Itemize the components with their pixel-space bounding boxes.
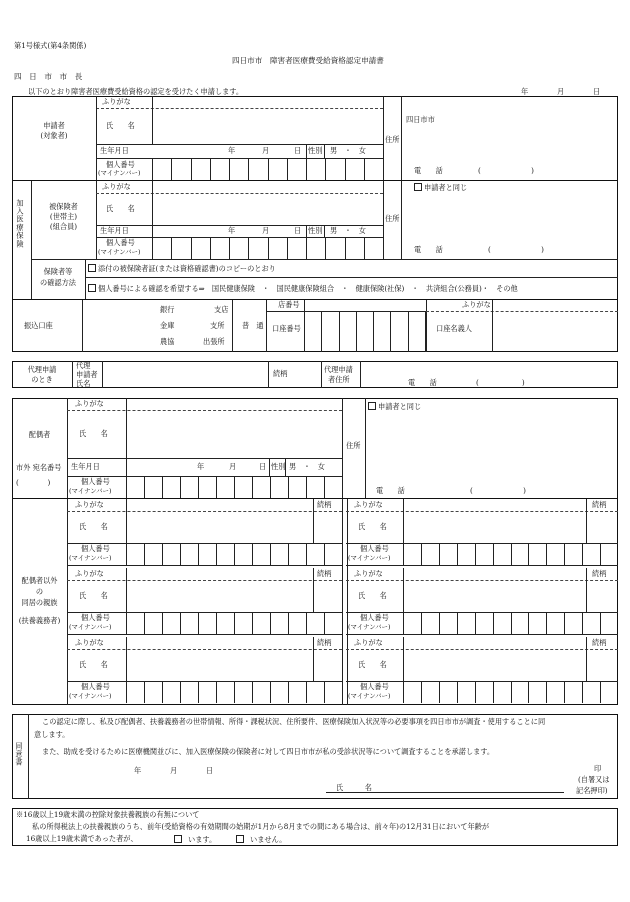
branch-type-branch: 支店 [214, 305, 229, 314]
same-as-applicant-label: 申請者と同じ [378, 402, 422, 411]
mynumber-label-sub: (マイナンバー) [69, 487, 112, 495]
insured-label-cell [31, 181, 97, 260]
seal-icon: 印 [594, 764, 602, 773]
month-label: 月 [262, 146, 270, 155]
seal-note: (自署又は [578, 775, 610, 784]
insurance-side-cell [12, 181, 32, 299]
spouse-address-label-cell [342, 398, 366, 498]
spouse-label-cell [12, 398, 68, 499]
name-label: 氏 名 [358, 660, 387, 669]
relation-label: 続柄 [592, 500, 607, 509]
name-label: 氏 名 [358, 591, 387, 600]
day-label: 日 [294, 226, 302, 235]
family-label-2: の [35, 587, 44, 596]
name-label: 氏 名 [106, 204, 135, 213]
checkbox-icon[interactable] [368, 402, 376, 410]
checkbox-icon[interactable] [236, 835, 244, 843]
year-label: 年 [197, 462, 205, 471]
mynumber-label: 個人番号 [360, 544, 389, 553]
consent-name-line[interactable] [326, 784, 564, 793]
proxy-address-label-cell [320, 361, 361, 388]
proxy-relation-label: 続柄 [273, 369, 288, 378]
relation-label: 続柄 [592, 569, 607, 578]
applicant-phone-input[interactable]: ( ) [478, 166, 534, 175]
relation-label: 続柄 [592, 638, 607, 647]
footnote-option-yes[interactable] [174, 835, 216, 844]
checkbox-icon[interactable] [414, 183, 422, 191]
applicant-address-value[interactable]: 四日市市 [406, 115, 435, 124]
spouse-same-checkbox[interactable] [368, 402, 421, 411]
name-label: 氏 名 [79, 429, 108, 438]
family-slot [67, 568, 342, 634]
family-slot [346, 637, 618, 703]
furigana-label: ふりがな [75, 638, 104, 647]
sex-label: 性別 [308, 146, 323, 155]
proxy-label-cell [12, 361, 73, 388]
footnote-line-3: 16歳以上19歳未満であった者が、 [26, 834, 138, 843]
insured-phone-input[interactable]: ( ) [488, 245, 544, 254]
family-mynumber-boxes[interactable] [126, 543, 342, 565]
method-label: 保険者等 [43, 267, 73, 276]
insured-same-checkbox[interactable] [414, 183, 467, 192]
divider [324, 225, 325, 237]
name-label: 氏 名 [79, 522, 108, 531]
mynumber-label: 個人番号 [360, 613, 389, 622]
method-label-sub: の確認方法 [40, 278, 76, 287]
furigana-label: ふりがな [102, 97, 131, 106]
family-mynumber-boxes[interactable] [403, 543, 618, 565]
year-label: 年 [228, 226, 236, 235]
divider [324, 144, 325, 158]
spouse-birth-row [67, 458, 342, 477]
relation-label: 続柄 [317, 569, 332, 578]
address-label: 住所 [346, 441, 361, 450]
divider [85, 277, 618, 278]
family-slot [346, 499, 618, 565]
insured-label: 被保険者 [49, 202, 78, 211]
footnote-option-no[interactable] [236, 835, 286, 844]
furigana-label: ふりがな [354, 569, 383, 578]
divider [492, 300, 493, 352]
relation-label: 続柄 [317, 500, 332, 509]
branch-type-sub: 出張所 [203, 337, 225, 346]
family-label-4: (扶養義務者) [18, 616, 61, 625]
branch-no-label: 店番号 [278, 300, 300, 309]
family-mynumber-boxes[interactable] [126, 681, 342, 703]
sex-values[interactable]: 男 ・ 女 [330, 146, 366, 155]
option-yes-label: います。 [188, 835, 217, 844]
applicant-birth-row [96, 144, 383, 159]
insured-phone-label: 電 話 [414, 245, 443, 254]
checkbox-icon[interactable] [88, 284, 96, 292]
proxy-phone-input[interactable]: ( ) [476, 378, 525, 387]
proxy-name-label-3: 氏名 [76, 379, 91, 388]
bank-label: 振込口座 [24, 321, 53, 330]
relation-label: 続柄 [317, 638, 332, 647]
name-label: 氏 名 [79, 591, 108, 600]
intro-text: 以下のとおり障害者医療費受給資格の認定を受けたく申請します。 [28, 87, 244, 96]
bank-label-cell [12, 300, 83, 352]
year-label: 年 [228, 146, 236, 155]
bank-type-bank: 銀行 [160, 305, 175, 314]
mynumber-label-sub: (マイナンバー) [98, 248, 141, 256]
mynumber-label: 個人番号 [81, 477, 110, 486]
mynumber-label: 個人番号 [106, 160, 135, 169]
family-label-3: 同居の親族 [21, 598, 58, 607]
addressee: 四 日 市 市 長 [14, 72, 83, 81]
insured-address-label-cell [383, 181, 402, 259]
furigana-label: ふりがな [75, 399, 104, 408]
applicant-name-input[interactable] [158, 110, 380, 142]
method-option-mynumber-label: 個人番号による確認を希望する⇒ 国民健康保険 ・ 国民健康保険組合 ・ 健康保険(社保) ・ 共済組合(公務員)・ その他 [98, 284, 518, 293]
applicant-address-label-cell [383, 96, 402, 180]
insured-mynumber-boxes[interactable] [152, 237, 383, 259]
account-type: 普 通 [242, 321, 264, 330]
furigana-label: ふりがな [75, 500, 104, 509]
family-slot [346, 568, 618, 634]
divider [306, 144, 307, 158]
spouse-mynumber-boxes[interactable] [126, 476, 342, 498]
divider [304, 300, 305, 311]
proxy-name-input[interactable] [102, 361, 268, 388]
family-label: 配偶者以外 [21, 576, 58, 585]
checkbox-icon[interactable] [174, 835, 182, 843]
consent-text-2: 意します。 [34, 730, 70, 739]
proxy-relation-cell [268, 361, 322, 388]
sex-values[interactable]: 男 ・ 女 [289, 462, 325, 471]
applicant-mynumber-boxes[interactable] [152, 158, 383, 180]
proxy-name-label-2: 申請者 [76, 370, 98, 379]
address-label: 住所 [385, 214, 400, 223]
sex-label: 性別 [308, 226, 323, 235]
footnote-line-2: 私の所得税法上の扶養親族のうち、前年(受給資格の有効期間の始期が1月から8月までの間にある場合は、前々年)の12月31日において年齢が [32, 822, 490, 831]
proxy-address-label: 代理申請 [324, 365, 353, 374]
divider [96, 96, 97, 180]
applicant-label-cell [12, 96, 97, 180]
proxy-name-label-cell [72, 361, 103, 388]
proxy-phone-label: 電 話 [408, 378, 437, 387]
account-no-boxes[interactable] [304, 311, 426, 352]
proxy-address-label-sub: 者住所 [328, 375, 350, 384]
birthdate-label: 生年月日 [100, 146, 129, 155]
proxy-name-label: 代理 [76, 361, 91, 370]
outside-city-label: 市外 宛名番号 [16, 463, 62, 472]
mynumber-label-sub: (マイナンバー) [348, 623, 391, 631]
branch-type-office: 支所 [210, 321, 225, 330]
sex-label: 性別 [271, 462, 286, 471]
method-option-copy[interactable] [88, 264, 276, 273]
consent-text-1: この認定に際し、私及び配偶者、扶養義務者の世帯情報、所得・課税状況、住所要件、医療保険加入状況等の必要事項を四日市市が調査・使用することに同 [42, 717, 546, 726]
spouse-label: 配偶者 [28, 430, 51, 439]
consent-text-3: また、助成を受けるために医療機関並びに、加入医療保険の保険者に対して四日市市が私の受診状況等について調査することを承諾します。 [42, 747, 495, 756]
furigana-label: ふりがな [75, 569, 104, 578]
checkbox-icon[interactable] [88, 264, 96, 272]
day-label: 日 [259, 462, 267, 471]
furigana-label: ふりがな [354, 638, 383, 647]
method-option-copy-label: 添付の被保険者証(または資格確認書)のコピーのとおり [98, 264, 276, 273]
account-no-label: 口座番号 [272, 324, 301, 333]
proxy-label: 代理申請 [27, 365, 57, 374]
divider [232, 300, 233, 352]
day-label: 日 [294, 146, 302, 155]
consent-date[interactable]: 年 月 日 [134, 766, 214, 775]
mynumber-label: 個人番号 [81, 613, 110, 622]
birthdate-label: 生年月日 [100, 226, 129, 235]
outside-city-input[interactable]: ( ) [16, 478, 51, 487]
mynumber-label: 個人番号 [360, 682, 389, 691]
family-mynumber-boxes[interactable] [126, 612, 342, 634]
insured-label-sub: (世帯主) [49, 212, 78, 221]
family-slot [67, 637, 342, 703]
page-title: 四日市市 障害者医療費受給資格認定申請書 [232, 56, 384, 65]
name-label: 氏 名 [106, 121, 135, 130]
proxy-label-sub: のとき [31, 375, 53, 384]
consent-side-cell [12, 714, 29, 799]
spouse-phone-label: 電 話 [376, 486, 405, 495]
mynumber-label: 個人番号 [81, 682, 110, 691]
furigana-label: ふりがな [354, 500, 383, 509]
family-mynumber-boxes[interactable] [403, 612, 618, 634]
birthdate-label: 生年月日 [71, 462, 100, 471]
divider [306, 225, 307, 237]
mynumber-label: 個人番号 [106, 238, 135, 247]
mynumber-label-sub: (マイナンバー) [69, 692, 112, 700]
applicant-label-sub: (対象者) [40, 131, 68, 140]
mynumber-label-sub: (マイナンバー) [69, 623, 112, 631]
option-no-label: いません。 [250, 835, 287, 844]
form-number: 第1号様式(第4条関係) [14, 41, 87, 50]
same-as-applicant-label: 申請者と同じ [424, 183, 468, 192]
mynumber-label: 個人番号 [81, 544, 110, 553]
footnote-line-1: ※16歳以上19歳未満の控除対象扶養親族の有無について [16, 810, 200, 819]
insurance-side-label: 加入医療保険 [15, 199, 25, 249]
date-day-label: 日 [593, 87, 601, 96]
divider [285, 458, 286, 476]
month-label: 月 [262, 226, 270, 235]
method-option-mynumber[interactable] [88, 284, 518, 293]
bank-type-shinkin: 金庫 [160, 321, 175, 330]
name-label: 氏 名 [79, 660, 108, 669]
seal-note-2: 記名押印) [576, 786, 608, 795]
month-label: 月 [229, 462, 237, 471]
sex-values[interactable]: 男 ・ 女 [330, 226, 366, 235]
holder-furigana-row [426, 300, 618, 312]
bank-type-nokyo: 農協 [160, 337, 175, 346]
divider [31, 259, 618, 260]
address-label: 住所 [385, 135, 400, 144]
mynumber-label-sub: (マイナンバー) [69, 554, 112, 562]
consent-name-label: 氏 名 [336, 783, 372, 792]
method-label-cell [31, 260, 86, 299]
name-label: 氏 名 [358, 522, 387, 531]
insured-name-row [96, 193, 383, 226]
holder-furigana-label: ふりがな [462, 300, 491, 309]
insured-label-sub2: (組合員) [49, 222, 78, 231]
date-month-label: 月 [557, 87, 565, 96]
spouse-phone-input[interactable]: ( ) [470, 486, 526, 495]
consent-side-label: 同意書 [14, 742, 24, 767]
spouse-name-row [67, 410, 342, 459]
date-year-label: 年 [521, 87, 529, 96]
furigana-label: ふりがな [102, 182, 131, 191]
divider [269, 458, 270, 476]
applicant-phone-label: 電 話 [414, 166, 443, 175]
family-label-cell [12, 499, 68, 705]
applicant-label: 申請者 [43, 121, 65, 130]
family-slot [67, 499, 342, 565]
family-mynumber-boxes[interactable] [403, 681, 618, 703]
mynumber-label-sub: (マイナンバー) [348, 692, 391, 700]
mynumber-label-sub: (マイナンバー) [348, 554, 391, 562]
holder-label: 口座名義人 [436, 324, 472, 333]
mynumber-label-sub: (マイナンバー) [98, 169, 141, 177]
